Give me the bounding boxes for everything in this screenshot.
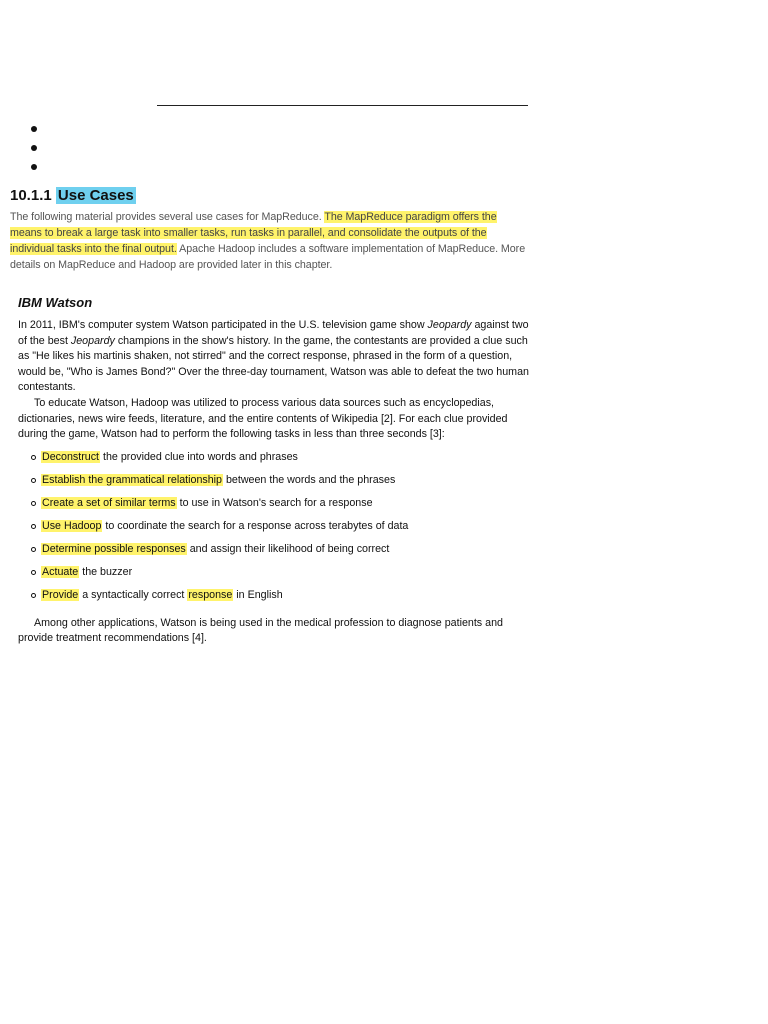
task-highlight: Provide: [42, 588, 79, 601]
task-item: [18, 473, 532, 496]
section-title: Use Cases: [57, 187, 134, 204]
task-highlight: Determine possible responses: [42, 542, 186, 555]
watson-paragraph-1: [18, 318, 532, 396]
intro-paragraph: [10, 209, 530, 273]
task-text: the provided clue into words and phrases: [100, 450, 298, 463]
section-heading: [10, 187, 136, 205]
task-item: [18, 588, 532, 611]
task-highlight: Use Hadoop: [42, 519, 102, 532]
watson-paragraph-3: Among other applications, Watson is being used in the medical profession to diagnose patients and provide treatment recommendations [4].: [18, 616, 503, 645]
watson-paragraph-2: To educate Watson, Hadoop was utilized to process various data sources such as encyclopedias, dictionaries, news wire feeds, literature, and the entire contents of Wikipedia [2]. For each clue provided during the game, Watson had to perform the following tasks in less than three seconds [3]:: [18, 396, 508, 441]
task-item: [18, 519, 532, 542]
task-text: and assign their likelihood of being correct: [186, 542, 390, 555]
task-item: [18, 496, 532, 519]
paragraph-text: champions in the show's history. In the game, the contestants are provided a clue such as "He likes his martinis shaken, not stirred" and the correct response, phrased in the form of a question, would be, "Who is James Bond?" Over the three-day tournament, Watson was able to defeat the two human contestants.: [18, 334, 529, 394]
section-number: 10.1.1: [10, 187, 52, 204]
watson-task-list: [18, 450, 532, 611]
ibm-watson-section: [18, 295, 532, 647]
task-item: [18, 565, 532, 588]
subsection-heading: IBM Watson: [18, 295, 93, 310]
horizontal-rule: [157, 105, 528, 106]
task-text: in English: [233, 588, 283, 601]
intro-highlighted-text: The MapReduce paradigm offers the means to break a large task into smaller tasks, run tasks in parallel, and consolidate the outputs of the individual tasks into the final output.: [10, 211, 497, 255]
task-text: between the words and the phrases: [223, 473, 396, 486]
show-title: Jeopardy: [70, 334, 115, 347]
intro-text: Apache Hadoop includes a software implementation of MapReduce. More details on MapReduce and Hadoop are provided later in this chapter.: [10, 243, 526, 271]
task-highlight: Establish the grammatical relationship: [42, 473, 222, 486]
task-highlight: Deconstruct: [42, 450, 100, 463]
task-highlight: Actuate: [42, 565, 79, 578]
task-highlight: response: [188, 588, 233, 601]
task-text: to use in Watson's search for a response: [176, 496, 373, 509]
task-item: [18, 450, 532, 473]
paragraph-text: In 2011, IBM's computer system Watson participated in the U.S. television game show: [18, 319, 428, 331]
show-title: Jeopardy: [427, 319, 472, 331]
task-item: [18, 542, 532, 565]
paragraph-text: against two of the best: [18, 319, 529, 347]
task-text: to coordinate the search for a response across terabytes of data: [102, 519, 409, 532]
intro-text: The following material provides several use cases for MapReduce.: [10, 211, 325, 223]
task-text: the buzzer: [79, 565, 133, 578]
task-text: a syntactically correct: [79, 588, 188, 601]
task-highlight: Create a set of similar terms: [42, 496, 176, 509]
